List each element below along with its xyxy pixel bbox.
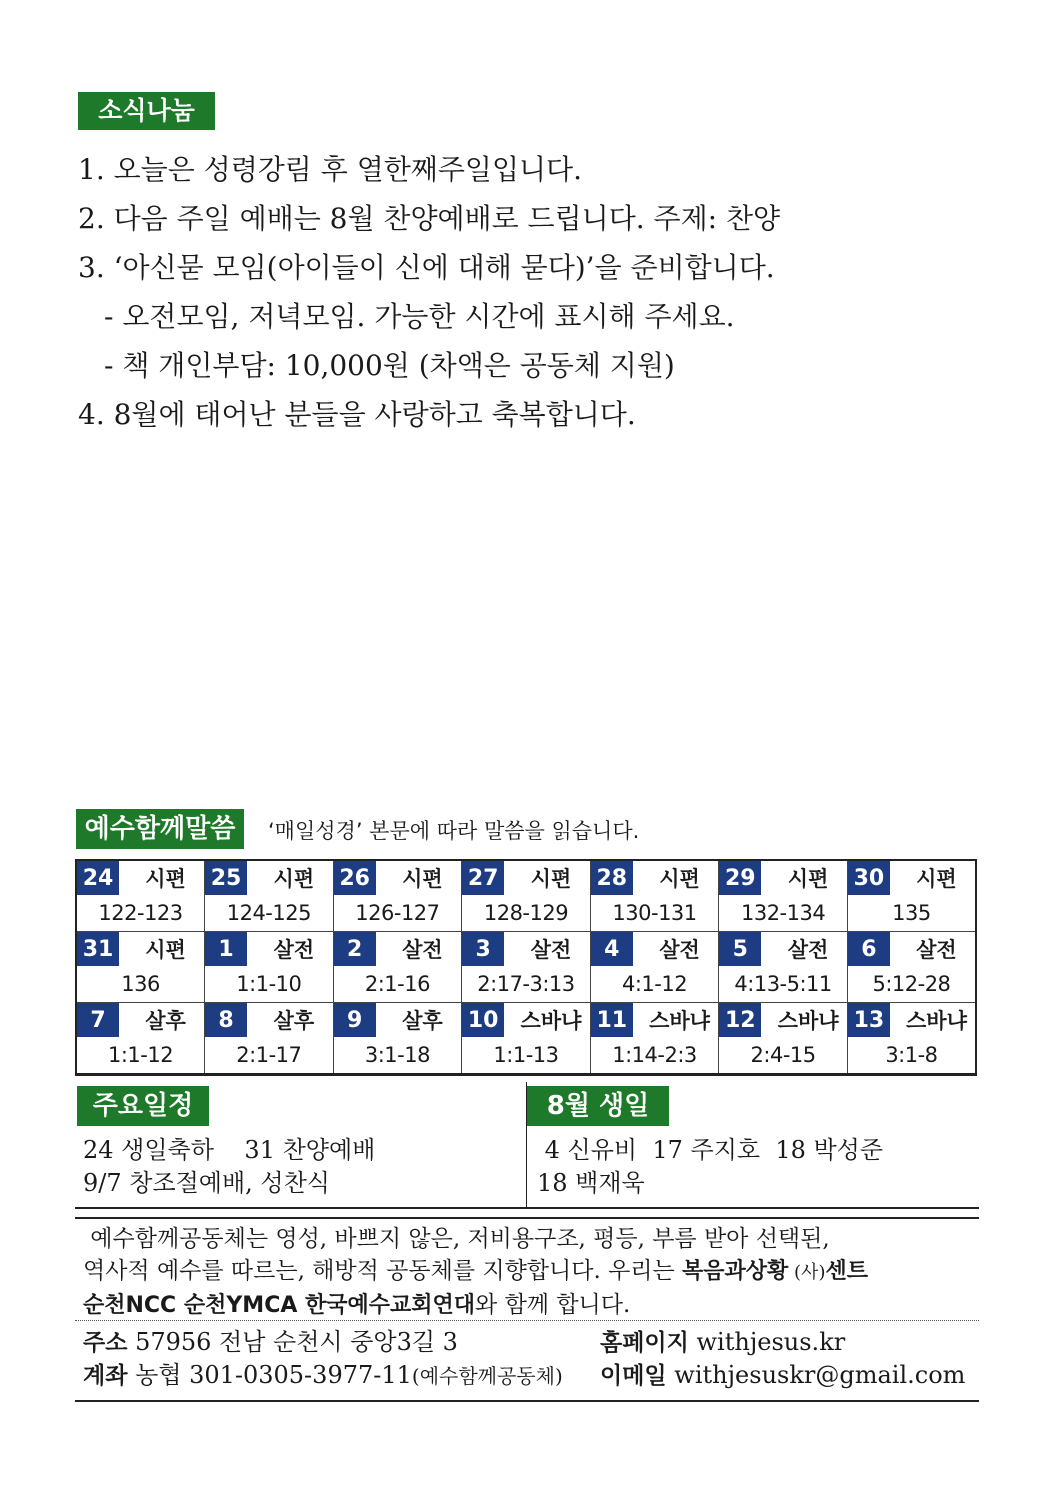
- reading-day: 27: [462, 861, 504, 895]
- reading-cell-header: [591, 1003, 719, 1037]
- reading-day: 31: [77, 932, 119, 966]
- reading-cell: [719, 860, 848, 932]
- reading-day: 26: [334, 861, 376, 895]
- news-subitem: - 오전모임, 저녁모임. 가능한 시간에 표시해 주세요.: [104, 300, 735, 333]
- schedule-birthday-box: [75, 1082, 979, 1209]
- reading-book: 살후: [145, 1009, 186, 1033]
- address: [83, 1326, 458, 1360]
- reading-cell: [847, 1003, 976, 1075]
- reading-cell: [76, 1003, 205, 1075]
- reading-cell-header: [848, 1003, 975, 1037]
- schedule-line: 24 생일축하 31 찬양예배: [83, 1136, 376, 1164]
- reading-chapters: 1:1-10: [236, 972, 302, 996]
- reading-book: 시편: [659, 867, 700, 891]
- reading-chapters: 1:14-2:3: [612, 1043, 697, 1067]
- reading-row: [76, 1003, 976, 1075]
- reading-day: 29: [719, 861, 761, 895]
- homepage-link[interactable]: withjesus.kr: [688, 1328, 846, 1356]
- about-text: 역사적 예수를 따르는, 해방적 공동체를 지향합니다. 우리는: [83, 1258, 683, 1284]
- reading-cell: [76, 860, 205, 932]
- reading-book: 스바냐: [649, 1009, 710, 1033]
- schedule-title: 주요일정: [77, 1086, 209, 1126]
- reading-day: 4: [591, 932, 633, 966]
- word-section-subtitle: ‘매일성경’ 본문에 따라 말씀을 읽습니다.: [268, 819, 640, 843]
- word-section-title: 예수함께말씀: [76, 809, 244, 849]
- contact-row: [75, 1326, 979, 1359]
- reading-day: 5: [719, 932, 761, 966]
- bible-reading-table: [75, 859, 977, 1076]
- reading-day: 25: [205, 861, 247, 895]
- address-value: 57956 전남 순천시 중앙3길 3: [127, 1328, 458, 1356]
- partner-name: 센트: [825, 1259, 868, 1284]
- schedule-line: 9/7 창조절예배, 성찬식: [83, 1169, 330, 1197]
- reading-cell-header: [848, 932, 975, 966]
- reading-day: 30: [848, 861, 890, 895]
- reading-book: 살전: [787, 938, 829, 962]
- email: [600, 1359, 965, 1393]
- reading-cell-header: [77, 861, 204, 895]
- news-item: 4. 8월에 태어난 분들을 사랑하고 축복합니다.: [78, 398, 636, 431]
- reading-cell: [719, 1003, 848, 1075]
- reading-cell: [205, 932, 334, 1003]
- news-list: [78, 150, 978, 444]
- reading-chapters: 2:1-17: [236, 1043, 302, 1067]
- reading-day: 12: [719, 1003, 761, 1037]
- reading-book: 스바냐: [906, 1009, 967, 1033]
- news-item: 1. 오늘은 성령강림 후 열한째주일입니다.: [78, 153, 582, 186]
- reading-row: [76, 860, 976, 932]
- birthday-text: [537, 1134, 883, 1200]
- reading-book: 시편: [145, 938, 186, 962]
- reading-cell-header: [719, 932, 847, 966]
- reading-day: 3: [462, 932, 504, 966]
- reading-day: 2: [334, 932, 376, 966]
- reading-book: 살후: [402, 1009, 443, 1033]
- reading-cell-header: [334, 1003, 462, 1037]
- birthday-column: [527, 1082, 979, 1207]
- reading-book: 시편: [916, 867, 957, 891]
- reading-book: 시편: [787, 867, 829, 891]
- reading-cell: [205, 860, 334, 932]
- reading-cell-header: [462, 861, 590, 895]
- contact-row: [75, 1359, 979, 1392]
- reading-cell: [719, 932, 848, 1003]
- reading-cell-header: [848, 861, 975, 895]
- reading-cell-header: [334, 861, 462, 895]
- email-link[interactable]: withjesuskr@gmail.com: [666, 1361, 966, 1389]
- birthday-line: 4 신유비 17 주지호 18 박성준: [537, 1136, 884, 1164]
- account-note: (예수함께공동체): [411, 1364, 563, 1388]
- schedule-column: [75, 1082, 527, 1207]
- news-item: 2. 다음 주일 예배는 8월 찬양예배로 드립니다. 주제: 찬양: [78, 202, 781, 235]
- reading-chapters: 2:4-15: [750, 1043, 816, 1067]
- reading-day: 6: [848, 932, 890, 966]
- reading-book: 살전: [273, 938, 315, 962]
- reading-book: 시편: [530, 867, 572, 891]
- homepage: [600, 1326, 845, 1360]
- reading-row: [76, 932, 976, 1003]
- about-line: [75, 1289, 979, 1322]
- reading-chapters: 135: [892, 901, 931, 925]
- birthday-title: 8월 생일: [527, 1086, 669, 1126]
- reading-chapters: 5:12-28: [872, 972, 951, 996]
- reading-cell: [847, 932, 976, 1003]
- reading-cell-header: [591, 932, 719, 966]
- reading-cell: [847, 860, 976, 932]
- homepage-label: 홈페이지: [600, 1330, 689, 1356]
- reading-cell: [76, 932, 205, 1003]
- reading-chapters: 128-129: [483, 901, 569, 925]
- reading-book: 살전: [916, 938, 957, 962]
- reading-cell: [462, 932, 591, 1003]
- news-subitem: - 책 개인부담: 10,000원 (차액은 공동체 지원): [104, 349, 675, 382]
- reading-cell: [462, 860, 591, 932]
- reading-book: 살전: [659, 938, 700, 962]
- reading-chapters: 4:13-5:11: [734, 972, 832, 996]
- about-line: [75, 1255, 979, 1289]
- birthday-line: 18 백재욱: [537, 1169, 645, 1197]
- news-item: 3. ‘아신묻 모임(아이들이 신에 대해 묻다)’을 준비합니다.: [78, 251, 775, 284]
- reading-book: 살전: [530, 938, 572, 962]
- reading-day: 1: [205, 932, 247, 966]
- reading-cell: [333, 932, 462, 1003]
- reading-day: 24: [77, 861, 119, 895]
- email-label: 이메일: [600, 1363, 667, 1389]
- reading-book: 시편: [273, 867, 315, 891]
- partner-prefix: (사): [788, 1262, 826, 1283]
- account-value: 농협 301-0305-3977-11: [127, 1361, 412, 1389]
- about-text: 와 함께 합니다.: [475, 1292, 631, 1318]
- reading-book: 시편: [145, 867, 186, 891]
- reading-cell-header: [334, 932, 462, 966]
- reading-book: 스바냐: [777, 1009, 839, 1033]
- reading-chapters: 4:1-12: [621, 972, 688, 996]
- reading-cell: [590, 860, 719, 932]
- reading-chapters: 132-134: [740, 901, 826, 925]
- reading-cell-header: [77, 932, 204, 966]
- reading-cell: [333, 1003, 462, 1075]
- reading-book: 시편: [402, 867, 443, 891]
- reading-chapters: 1:1-12: [107, 1043, 174, 1067]
- news-section-title: 소식나눔: [78, 92, 215, 130]
- reading-chapters: 136: [121, 972, 160, 996]
- reading-cell: [205, 1003, 334, 1075]
- reading-chapters: 130-131: [612, 901, 697, 925]
- reading-cell: [333, 860, 462, 932]
- reading-day: 8: [205, 1003, 247, 1037]
- partner-names: 순천NCC 순천YMCA 한국예수교회연대: [83, 1293, 476, 1318]
- reading-day: 10: [462, 1003, 504, 1037]
- schedule-text: [83, 1134, 375, 1200]
- account: [83, 1359, 563, 1393]
- reading-cell-header: [719, 1003, 847, 1037]
- reading-cell-header: [205, 932, 333, 966]
- reading-cell-header: [591, 861, 719, 895]
- reading-book: 스바냐: [520, 1009, 582, 1033]
- contact-info: [75, 1326, 979, 1402]
- community-about: [75, 1217, 979, 1321]
- reading-chapters: 3:1-8: [885, 1043, 938, 1067]
- address-label: 주소: [83, 1330, 128, 1356]
- reading-chapters: 126-127: [355, 901, 440, 925]
- reading-chapters: 2:17-3:13: [477, 972, 575, 996]
- reading-cell-header: [205, 861, 333, 895]
- reading-cell-header: [462, 1003, 590, 1037]
- reading-cell-header: [462, 932, 590, 966]
- reading-book: 살전: [402, 938, 443, 962]
- reading-day: 7: [77, 1003, 119, 1037]
- reading-chapters: 3:1-18: [364, 1043, 430, 1067]
- reading-chapters: 124-125: [226, 901, 311, 925]
- reading-chapters: 122-123: [98, 901, 183, 925]
- reading-chapters: 1:1-13: [493, 1043, 559, 1067]
- account-label: 계좌: [83, 1363, 128, 1389]
- reading-day: 13: [848, 1003, 890, 1037]
- reading-day: 11: [591, 1003, 633, 1037]
- reading-cell-header: [719, 861, 847, 895]
- reading-cell: [590, 1003, 719, 1075]
- reading-chapters: 2:1-16: [364, 972, 430, 996]
- reading-day: 9: [334, 1003, 376, 1037]
- reading-day: 28: [591, 861, 633, 895]
- partner-name: 복음과상황: [682, 1259, 789, 1284]
- about-line: 예수함께공동체는 영성, 바쁘지 않은, 저비용구조, 평등, 부름 받아 선택된,: [83, 1226, 830, 1252]
- reading-cell-header: [77, 1003, 204, 1037]
- reading-cell: [462, 1003, 591, 1075]
- reading-cell-header: [205, 1003, 333, 1037]
- reading-book: 살후: [273, 1009, 315, 1033]
- reading-cell: [590, 932, 719, 1003]
